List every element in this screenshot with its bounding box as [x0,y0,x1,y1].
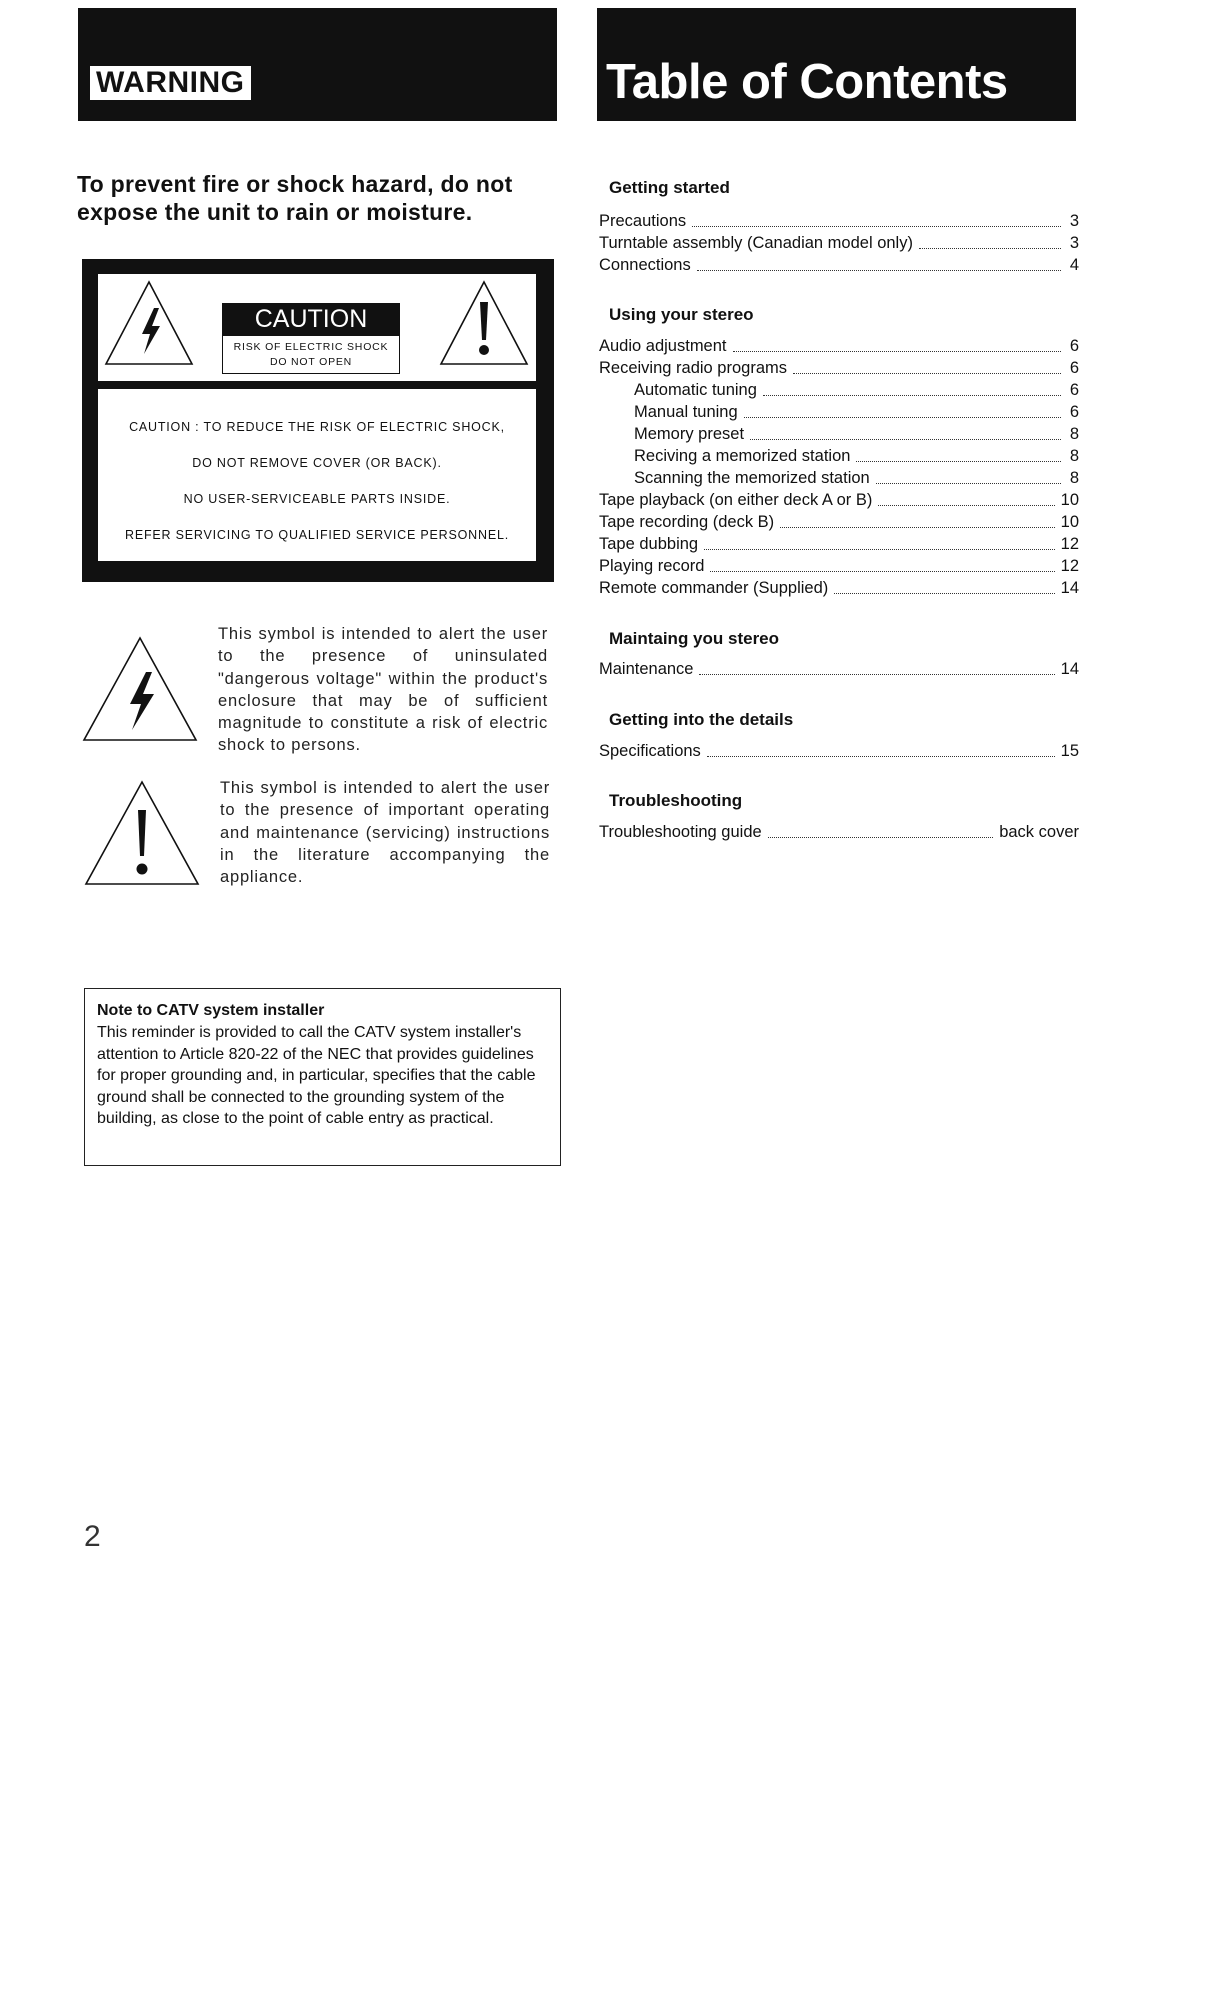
toc-entry-label: Connections [599,256,691,274]
toc-entry-label: Tape recording (deck B) [599,513,775,531]
toc-entry-page: 3 [1069,234,1079,252]
toc-leader-dots [780,527,1054,528]
caution-subtitle-line: DO NOT OPEN [269,356,353,368]
toc-entry-page: 14 [1060,660,1079,678]
caution-line: NO USER-SERVICEABLE PARTS INSIDE. [183,492,451,506]
toc-entry-label: Receiving radio programs [599,359,788,377]
toc-leader-dots [878,505,1054,506]
toc-entry [599,253,1079,275]
toc-entry-label: Manual tuning [634,403,738,421]
toc-entry [599,510,1079,532]
toc-entry [634,422,1079,444]
toc-entry-page: back cover [999,823,1079,841]
toc-entry-page: 15 [1060,742,1079,760]
toc-entry [599,532,1079,554]
toc-leader-dots [768,837,994,838]
toc-entry-page: 12 [1060,535,1079,553]
toc-entry-label: Tape dubbing [599,535,699,553]
toc-title: Table of Contents [606,55,1008,109]
caution-title: CAUTION [222,303,400,336]
caution-label-top-panel [98,274,536,381]
toc-entry-page: 6 [1069,337,1079,355]
toc-section-heading: Maintaing you stereo [609,629,780,648]
page-number: 2 [84,1520,101,1553]
toc-entry [599,820,1079,842]
toc-section-heading: Getting started [609,178,730,197]
toc-entry-page: 10 [1060,491,1079,509]
exclamation-symbol-description: This symbol is intended to alert the user to the presence of important operating and maintenance (servicing) instructions in the literature accompanying the appliance. [220,779,550,887]
toc-leader-dots [834,593,1054,594]
toc-entry-label: Playing record [599,557,705,575]
toc-leader-dots [699,674,1054,675]
toc-entry-page: 8 [1069,447,1079,465]
toc-leader-dots [750,439,1061,440]
toc-leader-dots [733,351,1062,352]
toc-entry-label: Memory preset [634,425,745,443]
toc-leader-dots [763,395,1061,396]
toc-entry [599,356,1079,378]
lightning-symbol-icon [82,636,198,742]
toc-entry-page: 6 [1069,359,1079,377]
toc-entry [634,378,1079,400]
toc-entry [599,554,1079,576]
toc-leader-dots [710,571,1054,572]
warning-label: WARNING [90,66,251,100]
toc-entry [634,466,1079,488]
toc-section-heading: Using your stereo [609,305,754,324]
toc-leader-dots [697,270,1061,271]
toc-entry-page: 6 [1069,403,1079,421]
toc-entry [599,209,1079,231]
caution-line: DO NOT REMOVE COVER (OR BACK). [192,456,442,470]
caution-label-block [82,259,554,582]
lightning-warning-icon [102,278,196,368]
toc-entry-label: Precautions [599,212,687,230]
toc-entry-page: 12 [1060,557,1079,575]
catv-note-box [84,988,561,1166]
caution-label-bottom-panel [98,389,536,561]
toc-leader-dots [876,483,1061,484]
toc-leader-dots [692,226,1061,227]
toc-entry [599,739,1079,761]
warning-header-bar [78,8,557,121]
toc-entry-label: Automatic tuning [634,381,757,399]
toc-section-heading: Troubleshooting [609,791,743,810]
caution-sign [222,303,400,374]
toc-entry-page: 10 [1060,513,1079,531]
toc-entry [634,444,1079,466]
lightning-symbol-description: This symbol is intended to alert the user to the presence of uninsulated "dangerous voltage" within the product's enclosure that may be of sufficient magnitude to constitute a risk of electric shock to persons. [218,625,548,755]
note-body: This reminder is provided to call the CATV system installer's attention to Article 820-22 of the NEC that provides guidelines for proper grounding and, in particular, specifies that the cable ground shall be connected to the grounding system of the building, as close to the point of cable entry as practical. [97,1024,536,1127]
toc-entry-page: 8 [1069,425,1079,443]
toc-entry-page: 6 [1069,381,1079,399]
toc-entry-label: Scanning the memorized station [634,469,870,487]
toc-entry-label: Tape playback (on either deck A or B) [599,491,873,509]
toc-entry [599,657,1079,679]
toc-entry-label: Audio adjustment [599,337,727,355]
toc-entry-label: Maintenance [599,660,694,678]
toc-header-bar [597,8,1076,121]
caution-subtitle [222,336,400,374]
toc-entry-page: 14 [1060,579,1079,597]
caution-subtitle-line: RISK OF ELECTRIC SHOCK [233,341,389,353]
toc-entry-page: 4 [1069,256,1079,274]
toc-leader-dots [744,417,1061,418]
toc-entry-label: Remote commander (Supplied) [599,579,829,597]
caution-line: REFER SERVICING TO QUALIFIED SERVICE PERSONNEL. [125,528,509,542]
toc-entry [634,400,1079,422]
toc-leader-dots [704,549,1055,550]
caution-line: CAUTION : TO REDUCE THE RISK OF ELECTRIC SHOCK, [129,420,505,434]
toc-leader-dots [707,756,1055,757]
toc-leader-dots [856,461,1061,462]
toc-entry [599,231,1079,253]
toc-entry-label: Specifications [599,742,701,760]
toc-entry-label: Turntable assembly (Canadian model only) [599,234,913,252]
exclamation-warning-icon [437,278,531,368]
toc-section-heading: Getting into the details [609,710,794,729]
toc-entry [599,334,1079,356]
note-title: Note to CATV system installer [97,1002,325,1019]
toc-entry-page: 3 [1069,212,1079,230]
toc-entry-label: Troubleshooting guide [599,823,762,841]
fire-warning-text: To prevent fire or shock hazard, do not expose the unit to rain or moisture. [77,171,513,225]
toc-entry [599,488,1079,510]
exclamation-symbol-icon [84,780,200,886]
toc-leader-dots [793,373,1061,374]
toc-leader-dots [919,248,1061,249]
toc-entry-page: 8 [1069,469,1079,487]
toc-entry [599,576,1079,598]
toc-entry-label: Reciving a memorized station [634,447,851,465]
